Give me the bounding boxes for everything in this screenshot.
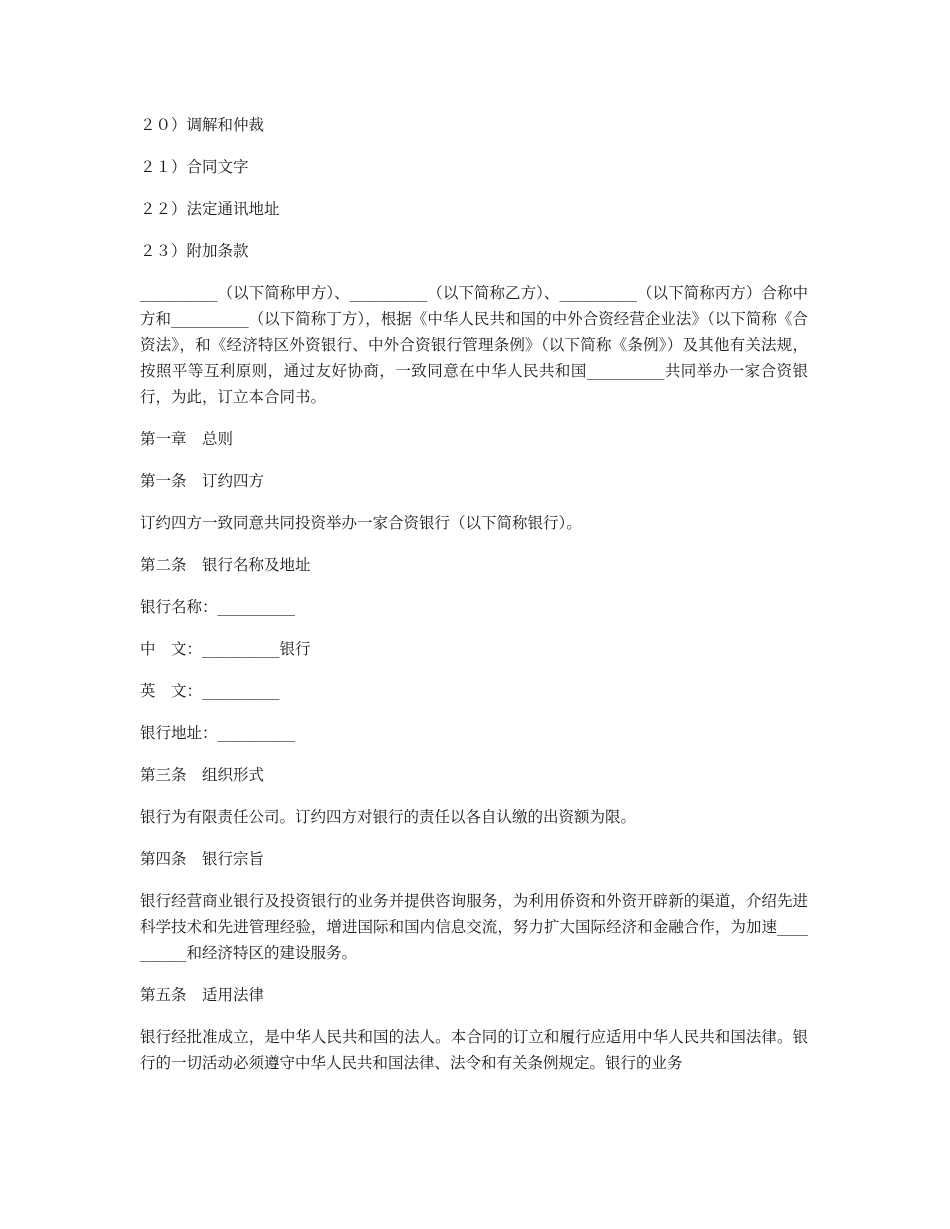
toc-item-20: ２０）调解和仲裁: [140, 116, 265, 134]
article-2-title: 第二条 银行名称及地址: [140, 556, 311, 574]
bank-name-field: 银行名称：__________: [140, 598, 296, 616]
article-3-title: 第三条 组织形式: [140, 766, 265, 784]
article-3-body: 银行为有限责任公司。订约四方对银行的责任以各自认缴的出资额为限。: [140, 808, 637, 826]
bank-name-chinese-field: 中 文：__________银行: [140, 640, 311, 658]
article-4-title: 第四条 银行宗旨: [140, 850, 265, 868]
bank-name-english-field: 英 文：__________: [140, 682, 280, 700]
document-page: [140, 112, 808, 1092]
article-1-title: 第一条 订约四方: [140, 472, 265, 490]
chapter-1-title: 第一章 总则: [140, 430, 234, 448]
toc-item-21: ２１）合同文字: [140, 158, 249, 176]
preamble-paragraph: __________（以下简称甲方）、__________（以下简称乙方）、__________（以下简称丙方）合称中方和__________（以下简称丁方），根据《中华人民共和国的中外合资经营企业法》（以下简称《合资法》，和《经济特区外资银行、中外合资银行管理条例》（以下简称《条例》）及其他有关法规，按照平等互利原则，通过友好协商，一致同意在中华人民共和国__________共同举办一家合资银行，为此，订立本合同书。: [140, 284, 808, 406]
article-5-title: 第五条 适用法律: [140, 986, 265, 1004]
article-5-body: 银行经批准成立，是中华人民共和国的法人。本合同的订立和履行应适用中华人民共和国法律。银行的一切活动必须遵守中华人民共和国法律、法令和有关条例规定。银行的业务: [140, 1028, 808, 1072]
bank-address-field: 银行地址：__________: [140, 724, 296, 742]
article-4-body: 银行经营商业银行及投资银行的业务并提供咨询服务，为利用侨资和外资开辟新的渠道，介绍先进科学技术和先进管理经验，增进国际和国内信息交流，努力扩大国际经济和金融合作，为加速__________和经济特区的建设服务。: [140, 892, 808, 962]
toc-item-22: ２２）法定通讯地址: [140, 200, 280, 218]
article-1-body: 订约四方一致同意共同投资举办一家合资银行（以下简称银行）。: [140, 514, 582, 532]
toc-item-23: ２３）附加条款: [140, 242, 249, 260]
